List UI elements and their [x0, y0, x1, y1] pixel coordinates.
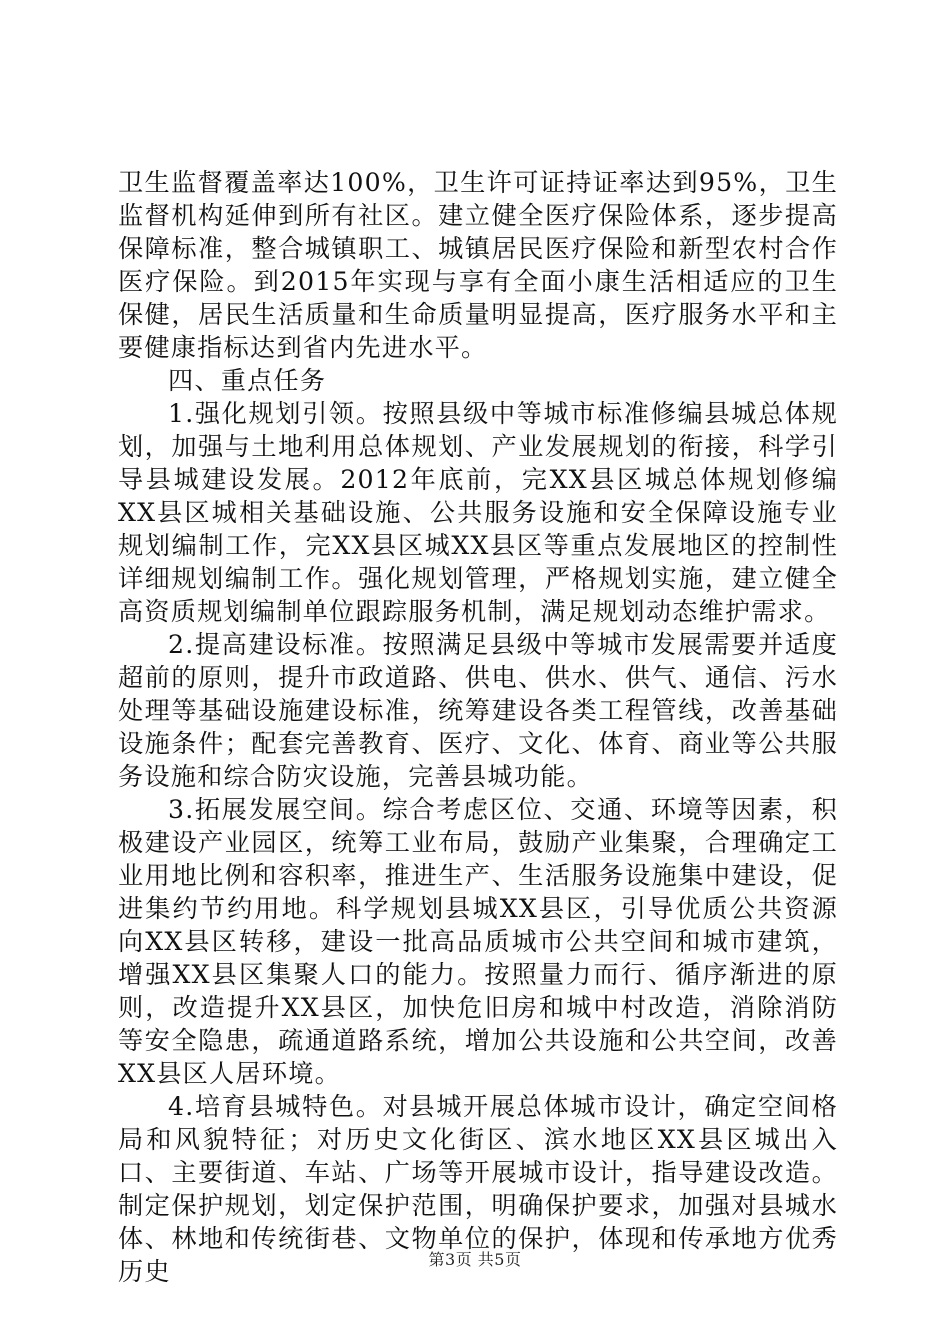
- task-item-features: 4.培育县城特色。对县城开展总体城市设计，确定空间格局和风貌特征；对历史文化街区、滨水地区XX县区城出入口、主要街道、车站、广场等开展城市设计，指导建设改造。制定保护规划，划定保护范围，明确保护要求，加强对县城水体、林地和传统街巷、文物单位的保护，体现和传承地方优秀历史: [118, 1092, 838, 1286]
- document-body: [118, 166, 838, 1288]
- section-heading-key-tasks: 四、重点任务: [168, 366, 327, 395]
- task-item-standards: 2.提高建设标准。按照满足县级中等城市发展需要并适度超前的原则，提升市政道路、供电、供水、供气、通信、污水处理等基础设施建设标准，统筹建设各类工程管线，改善基础设施条件；配套完善教育、医疗、文化、体育、商业等公共服务设施和综合防灾设施，完善县城功能。: [118, 630, 838, 791]
- task-item-planning: 1.强化规划引领。按照县级中等城市标准修编县城总体规划，加强与土地利用总体规划、产业发展规划的衔接，科学引导县城建设发展。2012年底前，完XX县区城总体规划修编XX县区城相关基础设施、公共服务设施和安全保障设施专业规划编制工作，完XX县区城XX县区等重点发展地区的控制性详细规划编制工作。强化规划管理，严格规划实施，建立健全高资质规划编制单位跟踪服务机制，满足规划动态维护需求。: [118, 399, 838, 626]
- page-footer: 第3页 共5页: [428, 1250, 522, 1269]
- paragraph-health-goals: 卫生监督覆盖率达100%，卫生许可证持证率达到95%，卫生监督机构延伸到所有社区。建立健全医疗保险体系，逐步提高保障标准，整合城镇职工、城镇居民医疗保险和新型农村合作医疗保险。到2015年实现与享有全面小康生活相适应的卫生保健，居民生活质量和生命质量明显提高，医疗服务水平和主要健康指标达到省内先进水平。: [118, 168, 838, 362]
- task-item-space: 3.拓展发展空间。综合考虑区位、交通、环境等因素，积极建设产业园区，统筹工业布局，鼓励产业集聚，合理确定工业用地比例和容积率，推进生产、生活服务设施集中建设，促进集约节约用地。科学规划县城XX县区，引导优质公共资源向XX县区转移，建设一批高品质城市公共空间和城市建筑，增强XX县区集聚人口的能力。按照量力而行、循序渐进的原则，改造提升XX县区，加快危旧房和城中村改造，消除消防等安全隐患，疏通道路系统，增加公共设施和公共空间，改善XX县区人居环境。: [118, 795, 838, 1088]
